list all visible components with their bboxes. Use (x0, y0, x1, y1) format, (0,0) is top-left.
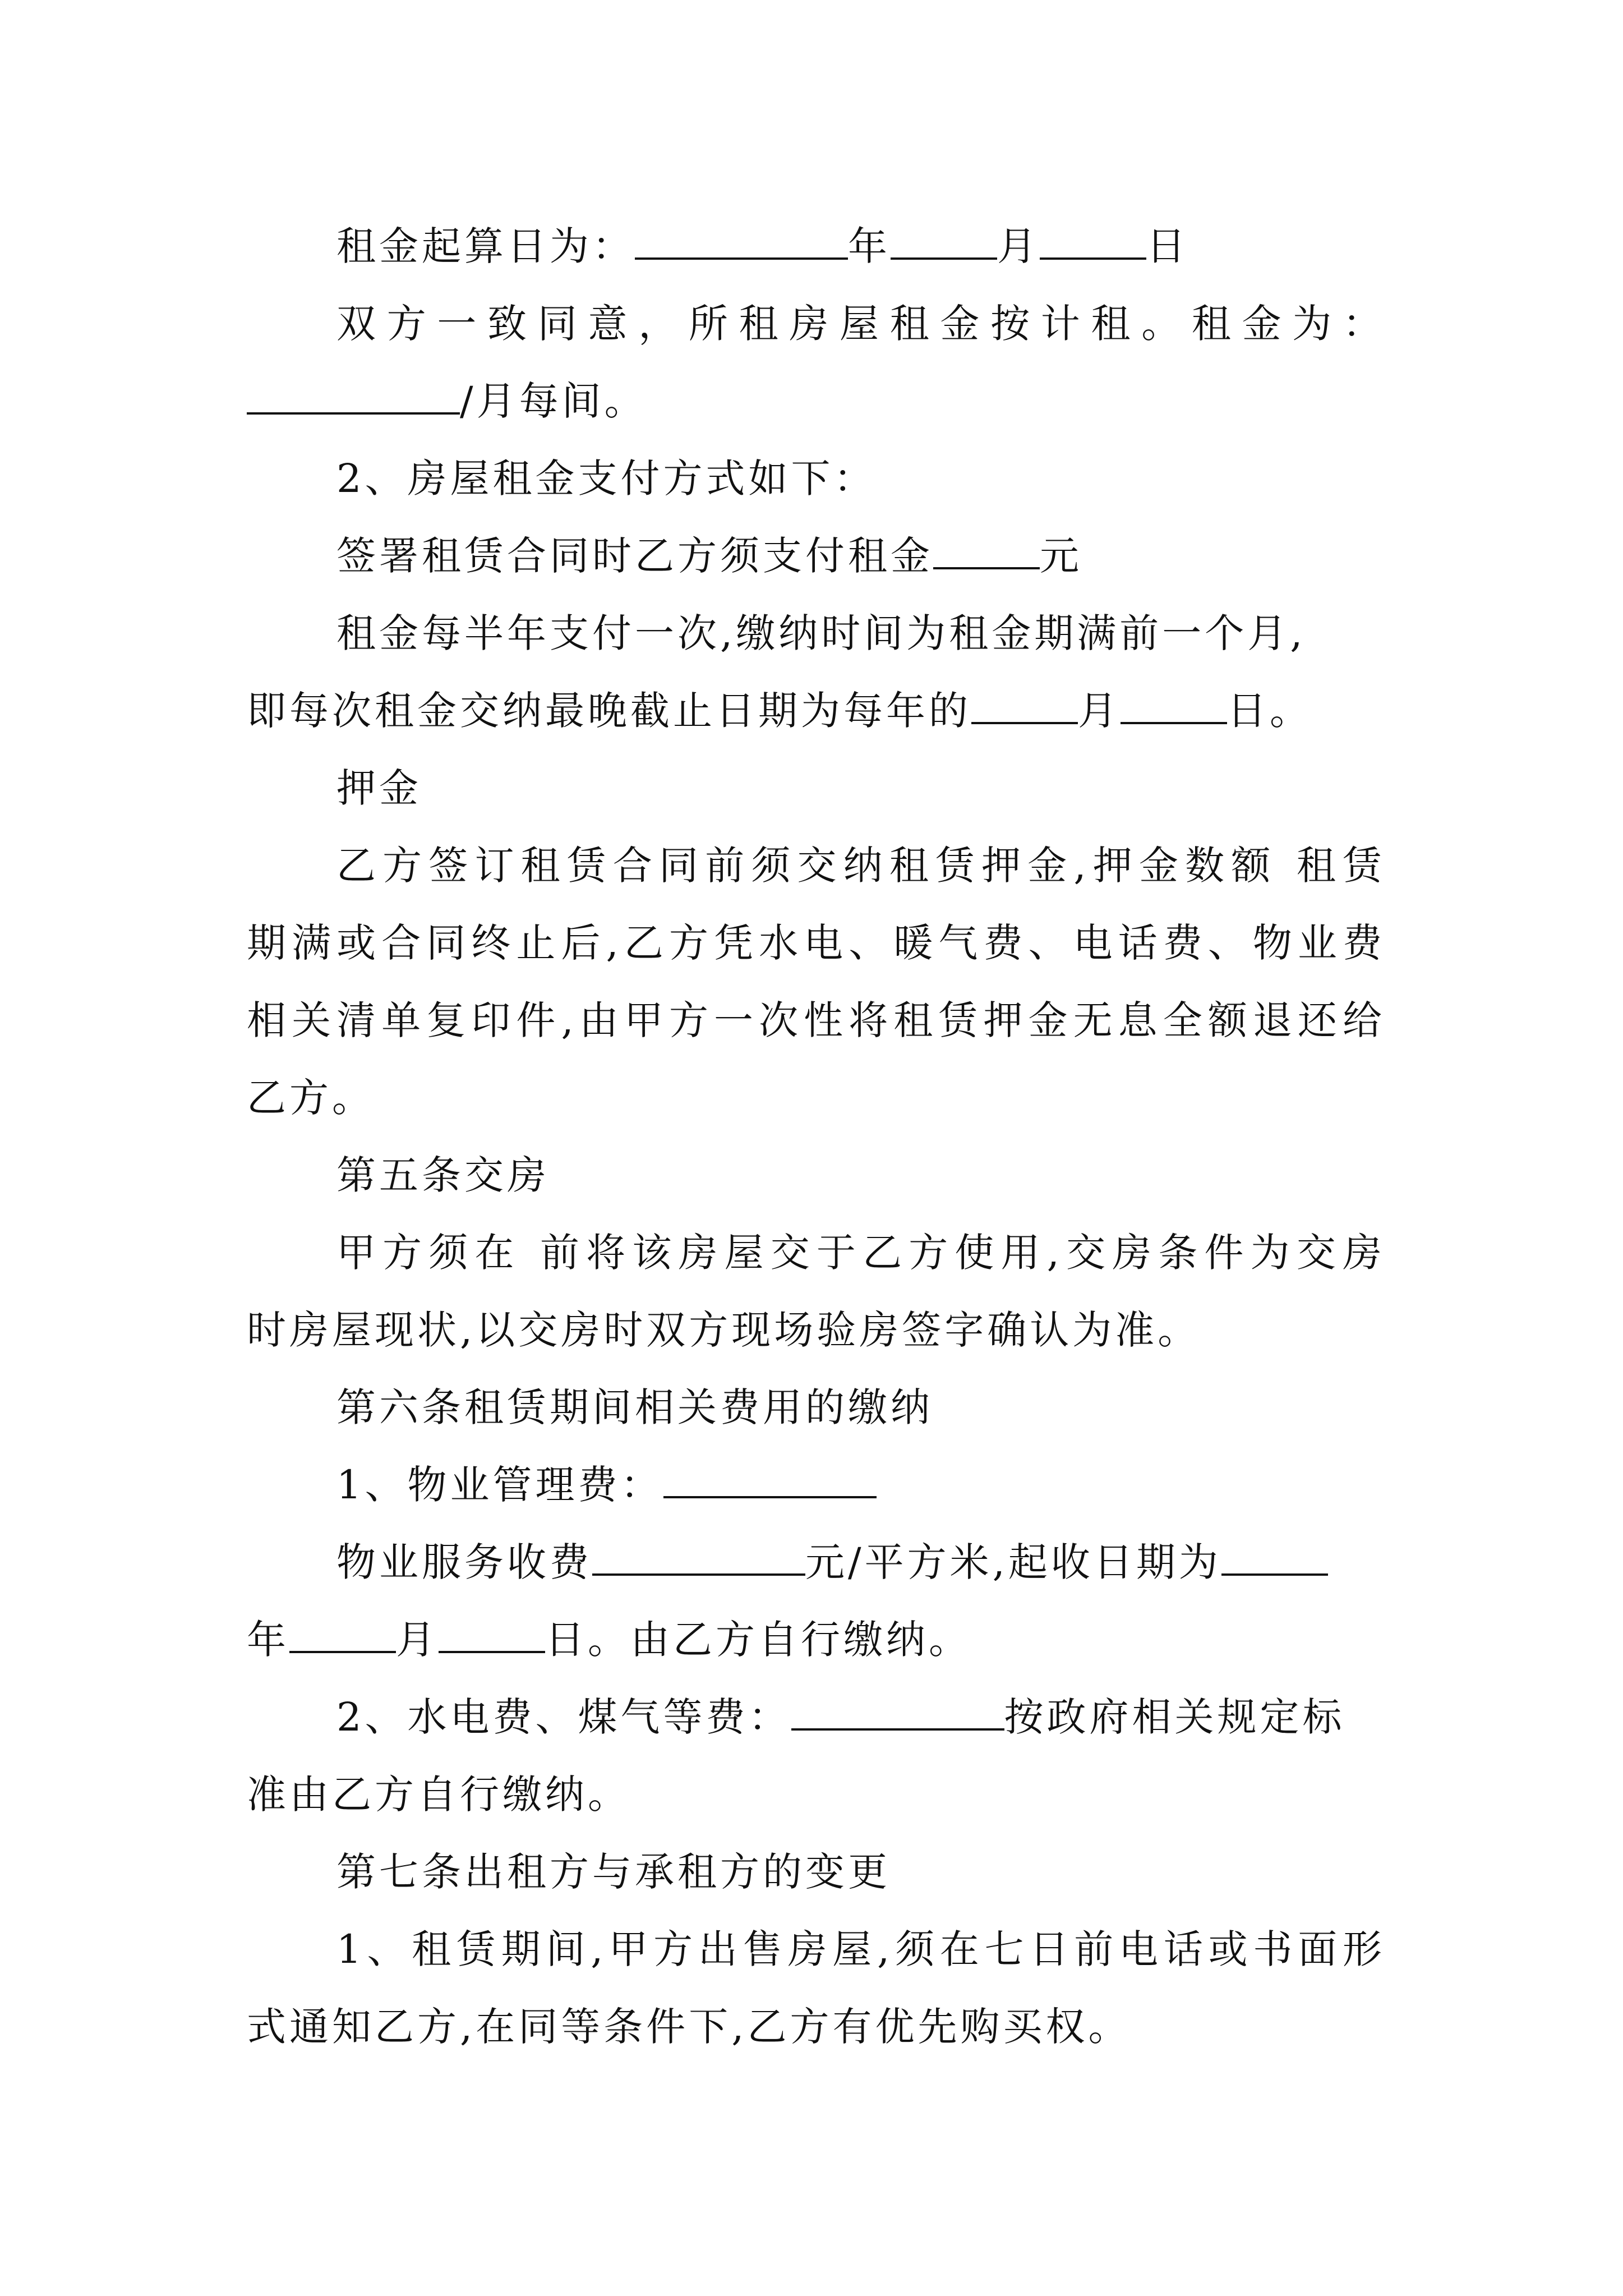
fee-rate-blank (592, 1534, 805, 1576)
article-7-line-2: 式通知乙方,在同等条件下,乙方有优先购买权。 (247, 2004, 1131, 2050)
contract-body (247, 208, 1385, 2065)
article-7-line-1: 1、租赁期间,甲方出售房屋,须在七日前电话或书面形 (336, 1926, 1385, 1972)
text-segment: 年 (247, 1617, 289, 1663)
deposit-line-4: 乙方。 (247, 1075, 375, 1121)
text-segment: 月 (1078, 688, 1121, 734)
year-blank (635, 218, 848, 260)
day-blank (1121, 683, 1227, 724)
text-segment: 物业服务收费 (336, 1539, 592, 1585)
day-blank (1040, 218, 1146, 260)
month-blank (891, 218, 997, 260)
text-segment: 月 (396, 1617, 439, 1663)
month-blank (289, 1612, 396, 1653)
text-segment: 即每次租金交纳最晚截止日期为每年的 (247, 688, 971, 734)
text-segment: 月 (997, 223, 1040, 269)
utility-fee-line (247, 1678, 1385, 1756)
article-5-line-1: 甲方须在 前将该房屋交于乙方使用,交房条件为交房 (336, 1230, 1385, 1276)
year-blank (1221, 1534, 1328, 1576)
rent-agreement-line: 双方一致同意，所租房屋租金按计租。租金为： (336, 301, 1385, 347)
rent-amount-line (247, 362, 1385, 440)
article-5-heading: 第五条交房 (336, 1152, 550, 1198)
text-segment: 日 (1146, 223, 1189, 269)
article-7-heading: 第七条出租方与承租方的变更 (336, 1849, 891, 1895)
payment-method-heading: 2、房屋租金支付方式如下： (336, 455, 877, 501)
payment-deadline-line (247, 672, 1385, 749)
text-segment: 租金起算日为： (336, 223, 635, 269)
utility-fee-blank (791, 1689, 1004, 1731)
deposit-line-2: 期满或合同终止后,乙方凭水电、暖气费、电话费、物业费 (247, 920, 1385, 966)
text-segment: 元 (1040, 533, 1082, 579)
text-segment: 日。由乙方自行缴纳。 (545, 1617, 971, 1663)
day-blank (439, 1612, 545, 1653)
deposit-line-3: 相关清单复印件,由甲方一次性将租赁押金无息全额退还给 (247, 997, 1385, 1043)
signing-payment-line (247, 517, 1385, 595)
text-segment: /月每间。 (460, 378, 647, 424)
payment-blank (933, 528, 1040, 569)
service-fee-date-line (247, 1601, 1385, 1678)
article-6-heading: 第六条租赁期间相关费用的缴纳 (336, 1384, 933, 1430)
deposit-line-1: 乙方签订租赁合同前须交纳租赁押金,押金数额 租赁 (336, 843, 1385, 889)
text-segment: 日。 (1227, 688, 1312, 734)
text-segment: 年 (848, 223, 891, 269)
deposit-heading: 押金 (336, 765, 422, 811)
property-fee-blank (663, 1457, 877, 1498)
month-blank (971, 683, 1078, 724)
text-segment: 1、物业管理费： (336, 1462, 663, 1508)
property-fee-line (247, 1446, 1385, 1524)
article-5-line-2: 时房屋现状,以交房时双方现场验房签字确认为准。 (247, 1307, 1201, 1353)
text-segment: 元/平方米,起收日期为 (805, 1539, 1221, 1585)
service-fee-line (247, 1524, 1385, 1601)
rent-start-date-line (247, 208, 1385, 285)
payment-frequency-line: 租金每半年支付一次,缴纳时间为租金期满前一个月, (336, 610, 1306, 656)
text-segment: 2、水电费、煤气等费： (336, 1694, 791, 1740)
text-segment: 按政府相关规定标 (1004, 1694, 1345, 1740)
text-segment: 签署租赁合同时乙方须支付租金 (336, 533, 933, 579)
utility-fee-line-2: 准由乙方自行缴纳。 (247, 1772, 630, 1818)
rent-amount-blank (247, 373, 460, 415)
